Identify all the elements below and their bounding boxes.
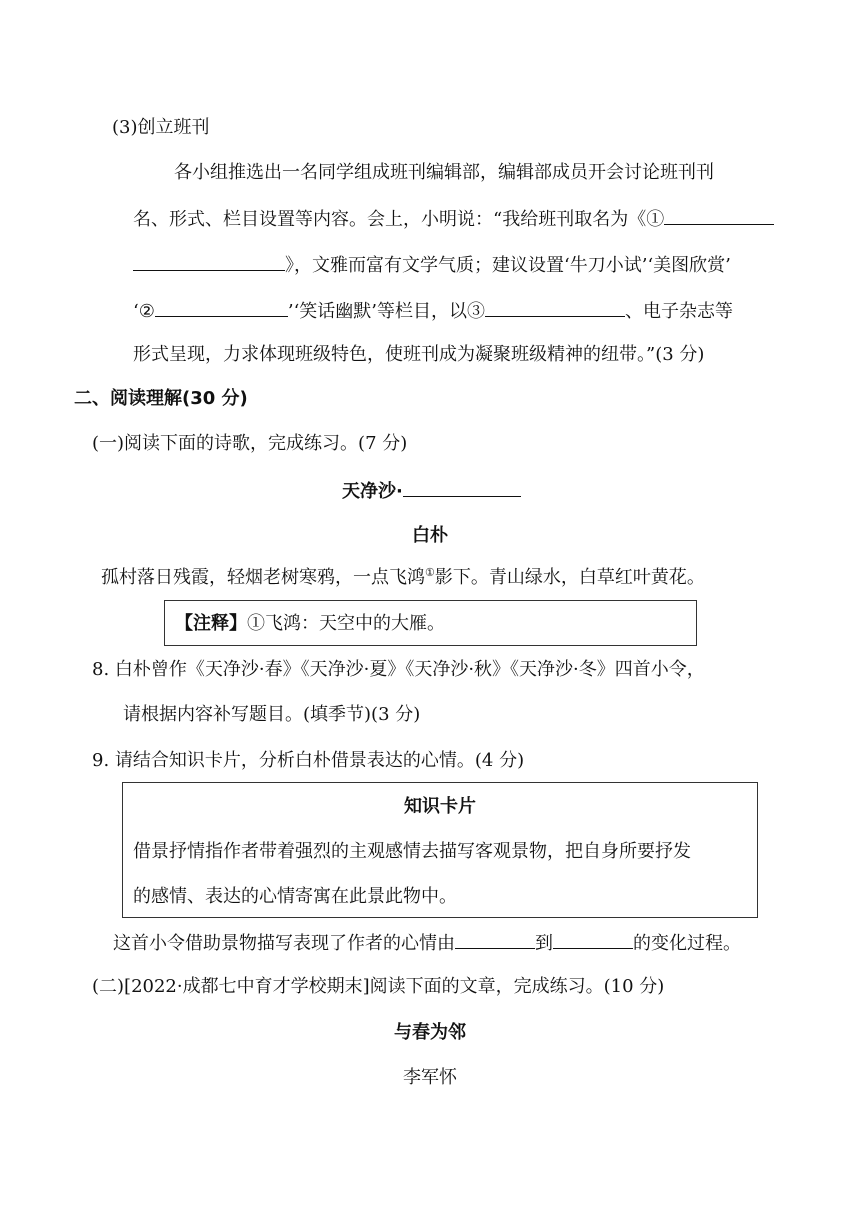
poem-author: 白朴 — [412, 525, 448, 546]
part-heading: 二、阅读理解(30 分) — [74, 388, 248, 409]
note-label: 【注释】 — [175, 613, 247, 634]
poem-title-text: 天净沙· — [342, 481, 403, 502]
paragraph-text: ’‘笑话幽默’等栏目，以③ — [287, 301, 486, 322]
paragraph-text: ‘② — [133, 301, 155, 322]
note-text: ①飞鸿：天空中的大雁。 — [247, 613, 445, 634]
card-text: 的感情、表达的心情寄寓在此景此物中。 — [133, 886, 457, 907]
paragraph-line: 形式呈现，力求体现班级特色，使班刊成为凝聚班级精神的纽带。”(3 分) — [133, 344, 705, 365]
paragraph-line — [133, 252, 731, 278]
answer-blank — [553, 930, 633, 949]
paragraph-line: 各小组推选出一名同学组成班刊编辑部，编辑部成员开会讨论班刊刊 — [174, 162, 714, 183]
answer-text: 到 — [535, 933, 553, 954]
paragraph-text: 》，文雅而富有文学气质；建议设置‘牛刀小试’‘美图欣赏’ — [285, 255, 731, 276]
blank-line — [485, 298, 625, 317]
note-line — [175, 612, 445, 636]
blank-line — [155, 298, 288, 317]
answer-text: 的变化过程。 — [633, 933, 741, 954]
paragraph-line — [133, 298, 733, 324]
paragraph-text: 、电子杂志等 — [625, 301, 734, 322]
subsection-heading: (二)[2022·成都七中育才学校期末]阅读下面的文章，完成练习。(10 分) — [92, 976, 665, 997]
answer-line — [113, 930, 741, 956]
article-title: 与春为邻 — [394, 1022, 466, 1043]
paragraph-line — [133, 206, 774, 232]
section-heading: (3)创立班刊 — [112, 117, 210, 138]
answer-blank — [455, 930, 535, 949]
question-8: 8. 白朴曾作《天净沙·春》《天净沙·夏》《天净沙·秋》《天净沙·冬》四首小令， — [92, 659, 705, 680]
poem-body — [101, 566, 705, 590]
poem-title — [342, 478, 521, 504]
card-title: 知识卡片 — [404, 796, 476, 817]
poem-text: 孤村落日残霞，轻烟老树寒鸦，一点飞鸿 — [101, 567, 425, 588]
article-author: 李军怀 — [403, 1067, 457, 1088]
card-text: 借景抒情指作者带着强烈的主观感情去描写客观景物，把自身所要抒发 — [133, 841, 691, 862]
question-9: 9. 请结合知识卡片，分析白朴借景表达的心情。(4 分) — [92, 750, 525, 771]
subsection-heading: (一)阅读下面的诗歌，完成练习。(7 分) — [92, 433, 408, 454]
answer-text: 这首小令借助景物描写表现了作者的心情由 — [113, 933, 455, 954]
poem-text: 影下。青山绿水，白草红叶黄花。 — [434, 567, 705, 588]
title-blank — [403, 478, 521, 497]
question-8-cont: 请根据内容补写题目。(填季节)(3 分) — [123, 704, 421, 725]
paragraph-text: 名、形式、栏目设置等内容。会上，小明说：“我给班刊取名为《① — [133, 209, 665, 230]
note-marker: ① — [425, 566, 435, 579]
blank-line — [664, 206, 774, 225]
blank-line — [133, 252, 285, 271]
